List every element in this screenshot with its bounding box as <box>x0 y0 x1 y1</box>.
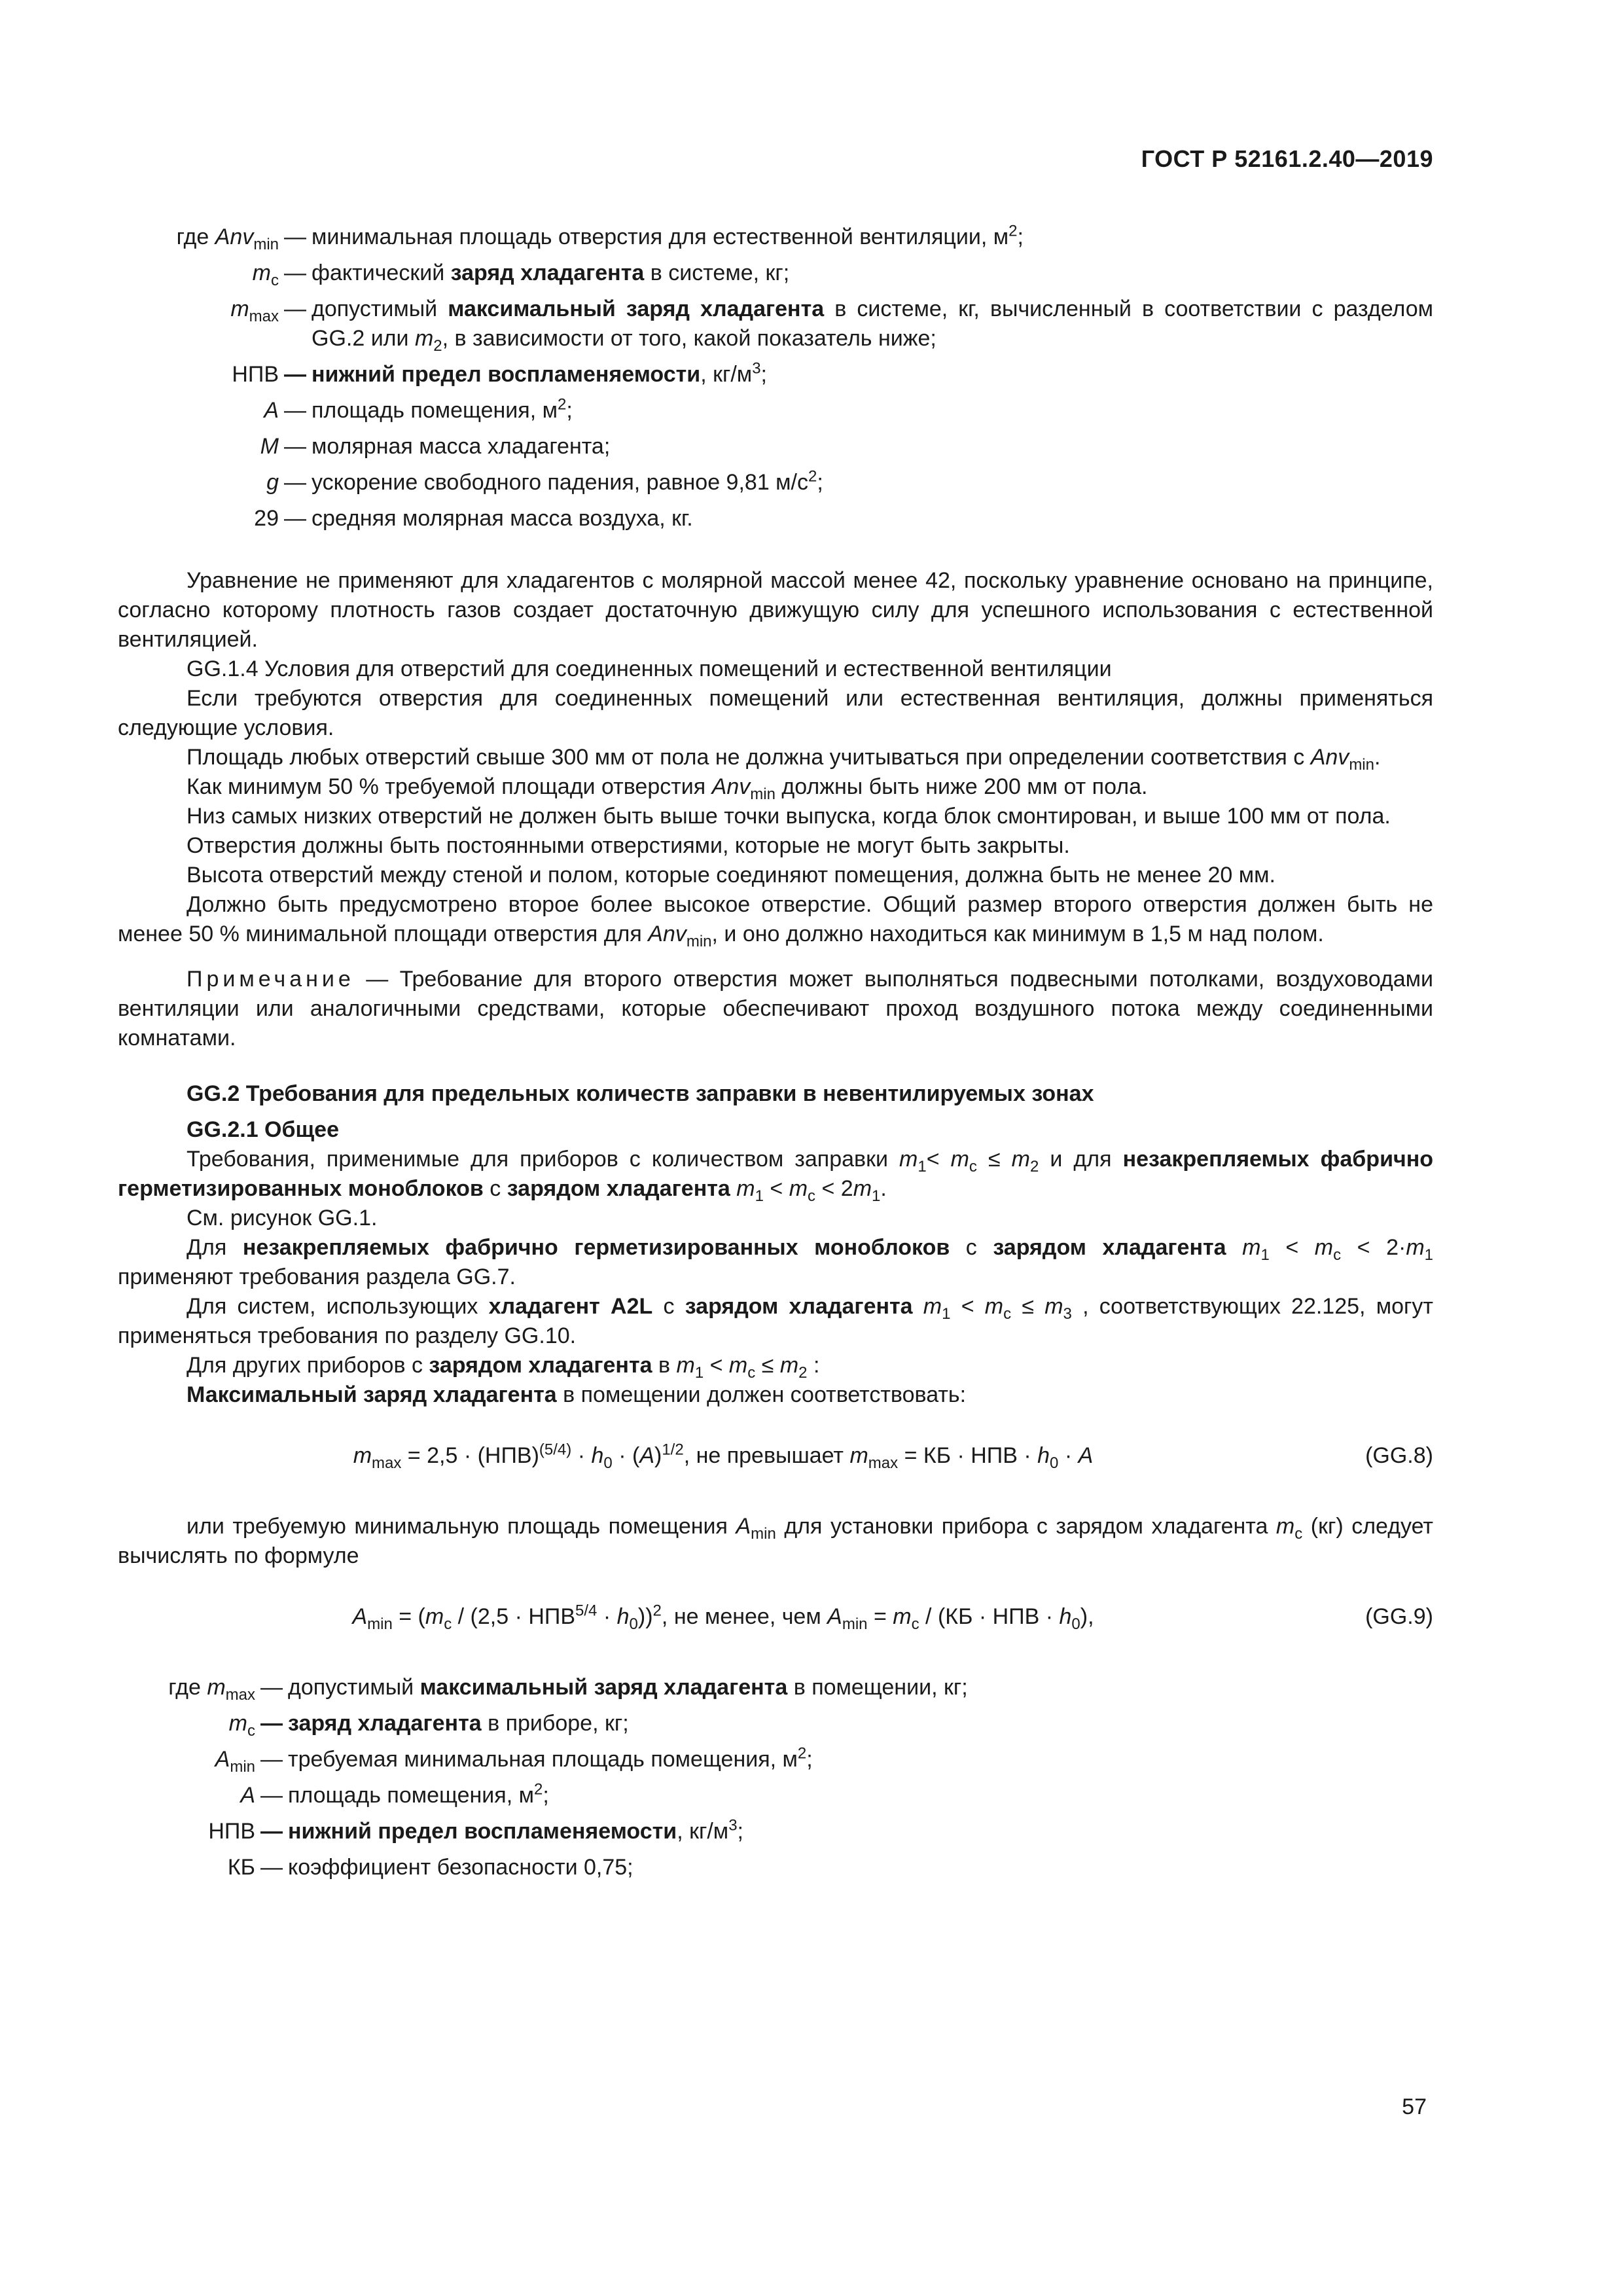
note: Примечание — Требование для второго отверстия может выполняться подвесными потолками, воздуховодами вентиляции или аналогичными средствами, которые обеспечивают проход воздушного потока между соединенными комнатами. <box>118 967 1433 1050</box>
paragraph: Для незакрепляемых фабрично герметизированных моноблоков с зарядом хладагента $m_1 < m_c < 2\cdot m_1$ применяют требования раздела GG.7. <box>118 1235 1433 1289</box>
definition-item: НПВ — нижний предел воспламеняемости, $кг/м^3$; <box>232 359 767 387</box>
definitions-list <box>118 223 1433 533</box>
subsection-title: GG.1.4 Условия для отверстий для соединенных помещений и естественной вентиляции <box>187 656 1112 681</box>
definition-item: M — молярная масса хладагента; <box>260 434 611 459</box>
paragraph: Уравнение не применяют для хладагентов с молярной массой менее 42, поскольку уравнение основано на принципе, согласно которому плотность газов создает достаточную движущую силу для успешного использования с естественной вентиляцией. <box>118 568 1433 652</box>
standard-designation: ГОСТ Р 52161.2.40—2019 <box>1141 145 1433 172</box>
definition-item: КБ — коэффициент безопасности 0,75; <box>227 1855 633 1880</box>
definition-item: $A_{min}$ — требуемая минимальная площадь помещения, $м^2$; <box>215 1744 813 1776</box>
paragraph: Для систем, использующих хладагент A2L с зарядом хладагента $m_1 < m_c \le m_3$ , соответствующих 22.125, могут применяться требования по разделу GG.10. <box>118 1294 1433 1348</box>
paragraph: или требуемую минимальную площадь помещения $A_{min}$ для установки прибора с зарядом хладагента $m_c$ (кг) следует вычислять по формуле <box>118 1514 1434 1568</box>
paragraph: Должно быть предусмотрено второе более высокое отверстие. Общий размер второго отверстия должен быть не менее 50 % минимальной площади отверстия для Anv$_{min}$, и оно должно находиться как минимум в 1,5 м над полом. <box>118 892 1433 950</box>
formula-gg8: $m_{max} = 2,5 \cdot (НПВ)^{(5/4)} \cdot h_0 \cdot (A)^{1/2}$, не превышает $m_{max}$ = КБ · НПВ · $h_0 \cdot A$ (GG.8) <box>353 1441 1433 1472</box>
definition-item: $m_c$ — заряд хладагента в приборе, кг; <box>228 1711 629 1740</box>
definition-item: 29 — средняя молярная масса воздуха, кг. <box>254 506 693 531</box>
paragraph: Высота отверстий между стеной и полом, которые соединяют помещения, должна быть не менее 20 мм. <box>187 863 1275 888</box>
paragraph: Как минимум 50 % требуемой площади отверстия Anv$_{min}$ должны быть ниже 200 мм от пола. <box>187 774 1148 803</box>
formula-number: (GG.8) <box>1365 1443 1433 1468</box>
definition-item: где $m_{max}$ — допустимый максимальный заряд хладагента в помещении, кг; <box>168 1675 968 1704</box>
paragraph: Низ самых низких отверстий не должен быть выше точки выпуска, когда блок смонтирован, и выше 100 мм от пола. <box>187 804 1391 829</box>
paragraph: Максимальный заряд хладагента в помещении должен соответствовать: <box>187 1382 967 1407</box>
definition-item: A — площадь помещения, $м^2$; <box>240 1780 549 1808</box>
page-content <box>118 223 1433 1889</box>
note-label: Примечание <box>187 967 355 992</box>
paragraph: Если требуются отверстия для соединенных помещений или естественная вентиляция, должны применяться следующие условия. <box>118 686 1433 740</box>
paragraph: См. рисунок GG.1. <box>187 1206 378 1230</box>
paragraph: Требования, применимые для приборов с количеством заправки $m_1< m_c \le m_2$ и для незакрепляемых фабрично герметизированных моноблоков с зарядом хладагента $m_1 < m_c < 2m_1$. <box>118 1147 1434 1205</box>
definition-item: где Anv$_{min}$ — минимальная площадь отверстия для естественной вентиляции, $м^2$; <box>176 222 1024 253</box>
definition-item: g — ускорение свободного падения, равное 9,81 $м/с^2$; <box>266 467 823 495</box>
page-number: 57 <box>1402 2094 1427 2119</box>
formula-number: (GG.9) <box>1365 1604 1433 1629</box>
paragraph: Отверстия должны быть постоянными отверстиями, которые не могут быть закрыты. <box>187 833 1070 858</box>
subsection-heading: GG.2.1 Общее <box>187 1117 340 1142</box>
definition-item: НПВ — нижний предел воспламеняемости, $кг/м^3$; <box>208 1816 743 1844</box>
formula-gg9: $A_{min} = (m_c / (2,5 \cdot НПВ^{5/4} \cdot h_0))^2$, не менее, чем $A_{min} = m_c / (КБ$ · НПВ · $h_0$), (GG.9) <box>352 1602 1433 1633</box>
paragraph: Для других приборов с зарядом хладагента в $m_1 < m_c \le m_2$ : <box>187 1353 820 1382</box>
definitions-list <box>118 1673 1433 1882</box>
definition-item: A — площадь помещения, $м^2$; <box>264 395 573 423</box>
definition-item: $m_c$ — фактический заряд хладагента в системе, кг; <box>252 260 790 289</box>
section-heading: GG.2 Требования для предельных количеств заправки в невентилируемых зонах <box>187 1081 1094 1106</box>
definition-item: $m_{max}$ — допустимый максимальный заряд хладагента в системе, кг, вычисленный в соответствии с разделом GG.2 или $m_2$, в зависимости от того, какой показатель ниже; <box>230 296 1433 355</box>
paragraph: Площадь любых отверстий свыше 300 мм от пола не должна учитываться при определении соответствия с Anv$_{min}$. <box>187 745 1381 774</box>
